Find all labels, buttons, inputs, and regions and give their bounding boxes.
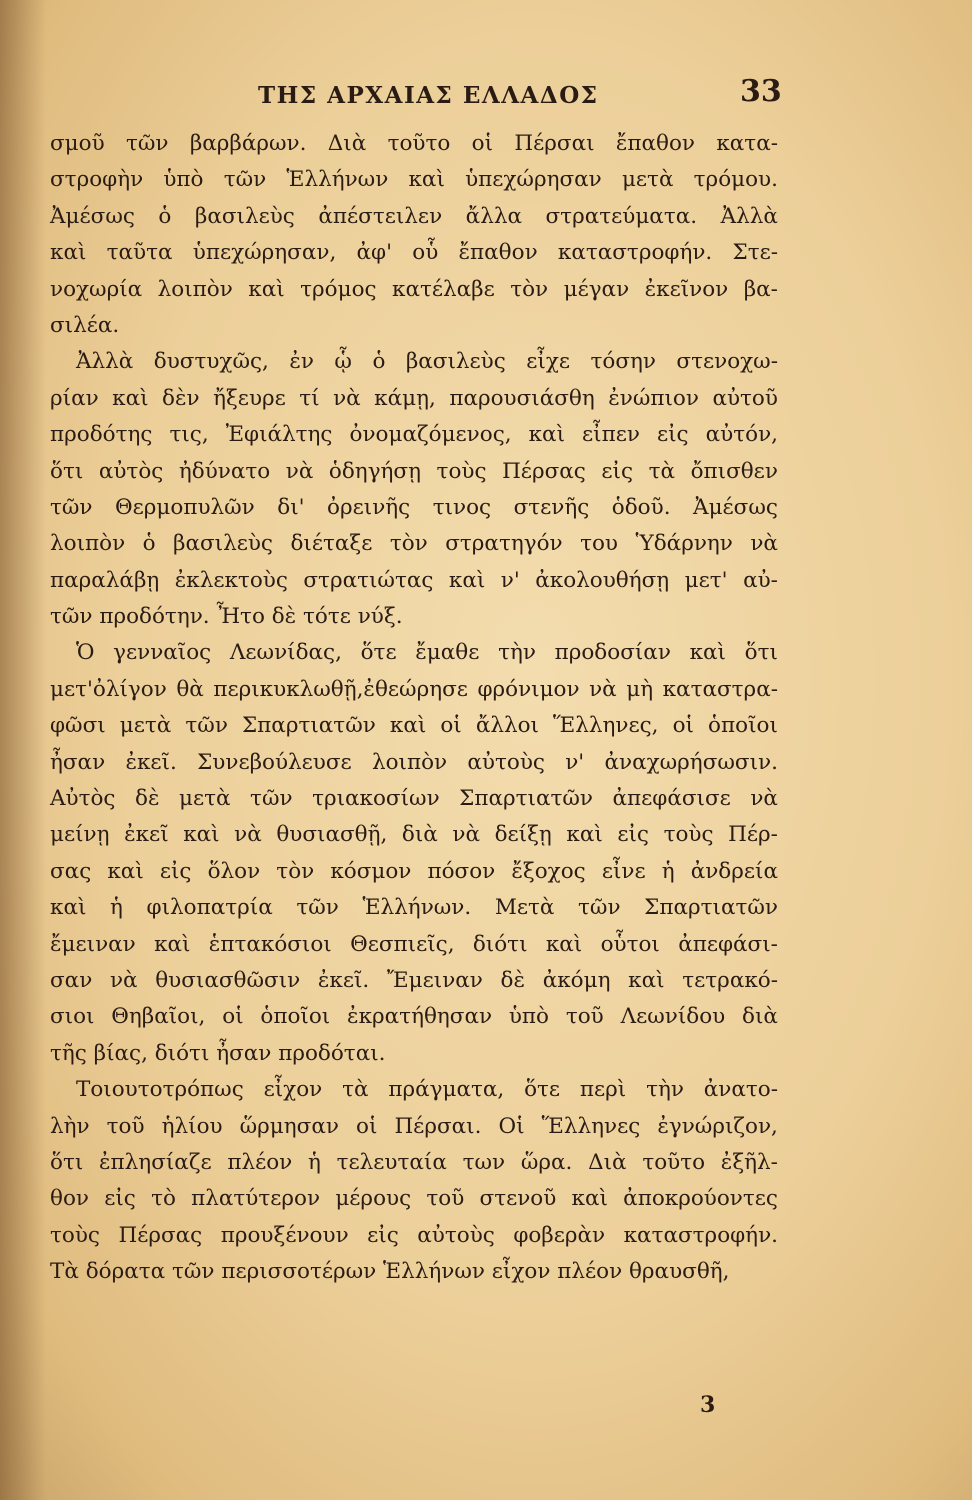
text-line: τοὺς Πέρσας προυξένουν εἰς αὐτοὺς φοβερὰν καταστροφήν. (50, 1222, 778, 1248)
text-line: καὶ ἡ φιλοπατρία τῶν Ἑλλήνων. Μετὰ τῶν Σπαρτιατῶν (50, 895, 778, 921)
text-line: ὅτι ἐπλησίαζε πλέον ἡ τελευταία των ὥρα. Διὰ τοῦτο ἐξῆλ- (50, 1149, 778, 1175)
text-line: τῆς βίας, διότι ἦσαν προδόται. (50, 1040, 386, 1066)
text-line: νοχωρία λοιπὸν καὶ τρόμος κατέλαβε τὸν μέγαν ἐκεῖνον βα- (50, 276, 778, 302)
text-line: σμοῦ τῶν βαρβάρων. Διὰ τοῦτο οἱ Πέρσαι ἔπαθον κατα- (50, 131, 778, 156)
binding-shadow (0, 0, 46, 1500)
text-line: σιλέα. (50, 312, 120, 338)
page-header (0, 74, 972, 118)
text-line: θον εἰς τὸ πλατύτερον μέρους τοῦ στενοῦ καὶ ἀποκρούοντες (50, 1186, 778, 1212)
text-line: Ὁ γενναῖος Λεωνίδας, ὅτε ἔμαθε τὴν προδοσίαν καὶ ὅτι (76, 640, 778, 666)
text-line: μείνῃ ἐκεῖ καὶ νὰ θυσιασθῇ, διὰ νὰ δείξῃ καὶ εἰς τοὺς Πέρ- (50, 822, 778, 848)
text-line: λὴν τοῦ ἡλίου ὥρμησαν οἱ Πέρσαι. Οἱ Ἕλληνες ἐγνώριζον, (50, 1113, 778, 1139)
text-line: λοιπὸν ὁ βασιλεὺς διέταξε τὸν στρατηγόν του Ὑδάρνην νὰ (50, 531, 778, 557)
text-line: Ἀμέσως ὁ βασιλεὺς ἀπέστειλεν ἄλλα στρατεύματα. Ἀλλὰ (50, 203, 778, 229)
running-title: ΤΗΣ ΑΡΧΑΙΑΣ ΕΛΛΑΔΟΣ (258, 82, 599, 109)
text-line: ρίαν καὶ δὲν ἤξευρε τί νὰ κάμῃ, παρουσιάσθη ἐνώπιον αὐτοῦ (50, 385, 778, 411)
text-line: τῶν Θερμοπυλῶν δι' ὀρεινῆς τινος στενῆς ὁδοῦ. Ἀμέσως (50, 494, 778, 520)
text-line: σαν νὰ θυσιασθῶσιν ἐκεῖ. Ἔμειναν δὲ ἀκόμη καὶ τετρακό- (50, 967, 778, 993)
text-line: παραλάβῃ ἐκλεκτοὺς στρατιώτας καὶ ν' ἀκολουθήσῃ μετ' αὐ- (50, 567, 778, 593)
text-line: φῶσι μετὰ τῶν Σπαρτιατῶν καὶ οἱ ἄλλοι Ἕλληνες, οἱ ὁποῖοι (50, 713, 778, 739)
text-line: τῶν προδότην. Ἦτο δὲ τότε νύξ. (50, 604, 403, 630)
text-line: Αὐτὸς δὲ μετὰ τῶν τριακοσίων Σπαρτιατῶν ἀπεφάσισε νὰ (50, 786, 778, 812)
text-line: καὶ ταῦτα ὑπεχώρησαν, ἀφ' οὗ ἔπαθον καταστροφήν. Στε- (50, 240, 778, 266)
text-line: ἔμειναν καὶ ἑπτακόσιοι Θεσπιεῖς, διότι καὶ οὗτοι ἀπεφάσι- (50, 931, 778, 957)
text-line: στροφὴν ὑπὸ τῶν Ἑλλήνων καὶ ὑπεχώρησαν μετὰ τρόμου. (50, 167, 778, 193)
text-line: ὅτι αὐτὸς ἠδύνατο νὰ ὁδηγήσῃ τοὺς Πέρσας εἰς τὰ ὄπισθεν (50, 458, 778, 484)
signature-mark: 3 (700, 1392, 716, 1418)
text-line: Ἀλλὰ δυστυχῶς, ἐν ᾧ ὁ βασιλεὺς εἶχε τόσην στενοχω- (76, 349, 778, 375)
text-line: σας καὶ εἰς ὅλον τὸν κόσμον πόσον ἔξοχος εἶνε ἡ ἀνδρεία (50, 858, 778, 884)
text-line: σιοι Θηβαῖοι, οἱ ὁποῖοι ἐκρατήθησαν ὑπὸ τοῦ Λεωνίδου διὰ (50, 1004, 778, 1030)
text-line: προδότης τις, Ἐφιάλτης ὀνομαζόμενος, καὶ εἶπεν εἰς αὐτόν, (50, 422, 778, 448)
text-line: Τὰ δόρατα τῶν περισσοτέρων Ἑλλήνων εἶχον πλέον θραυσθῆ, (50, 1259, 730, 1285)
text-line: Τοιουτοτρόπως εἶχον τὰ πράγματα, ὅτε περὶ τὴν ἀνατο- (76, 1077, 778, 1103)
body-text (50, 126, 778, 1291)
page-number: 33 (740, 74, 782, 109)
text-line: ἦσαν ἐκεῖ. Συνεβούλευσε λοιπὸν αὐτοὺς ν' ἀναχωρήσωσιν. (50, 749, 778, 775)
text-line: μετ'ὀλίγον θὰ περικυκλωθῇ,ἐθεώρησε φρόνιμον νὰ μὴ καταστρα- (50, 676, 778, 702)
